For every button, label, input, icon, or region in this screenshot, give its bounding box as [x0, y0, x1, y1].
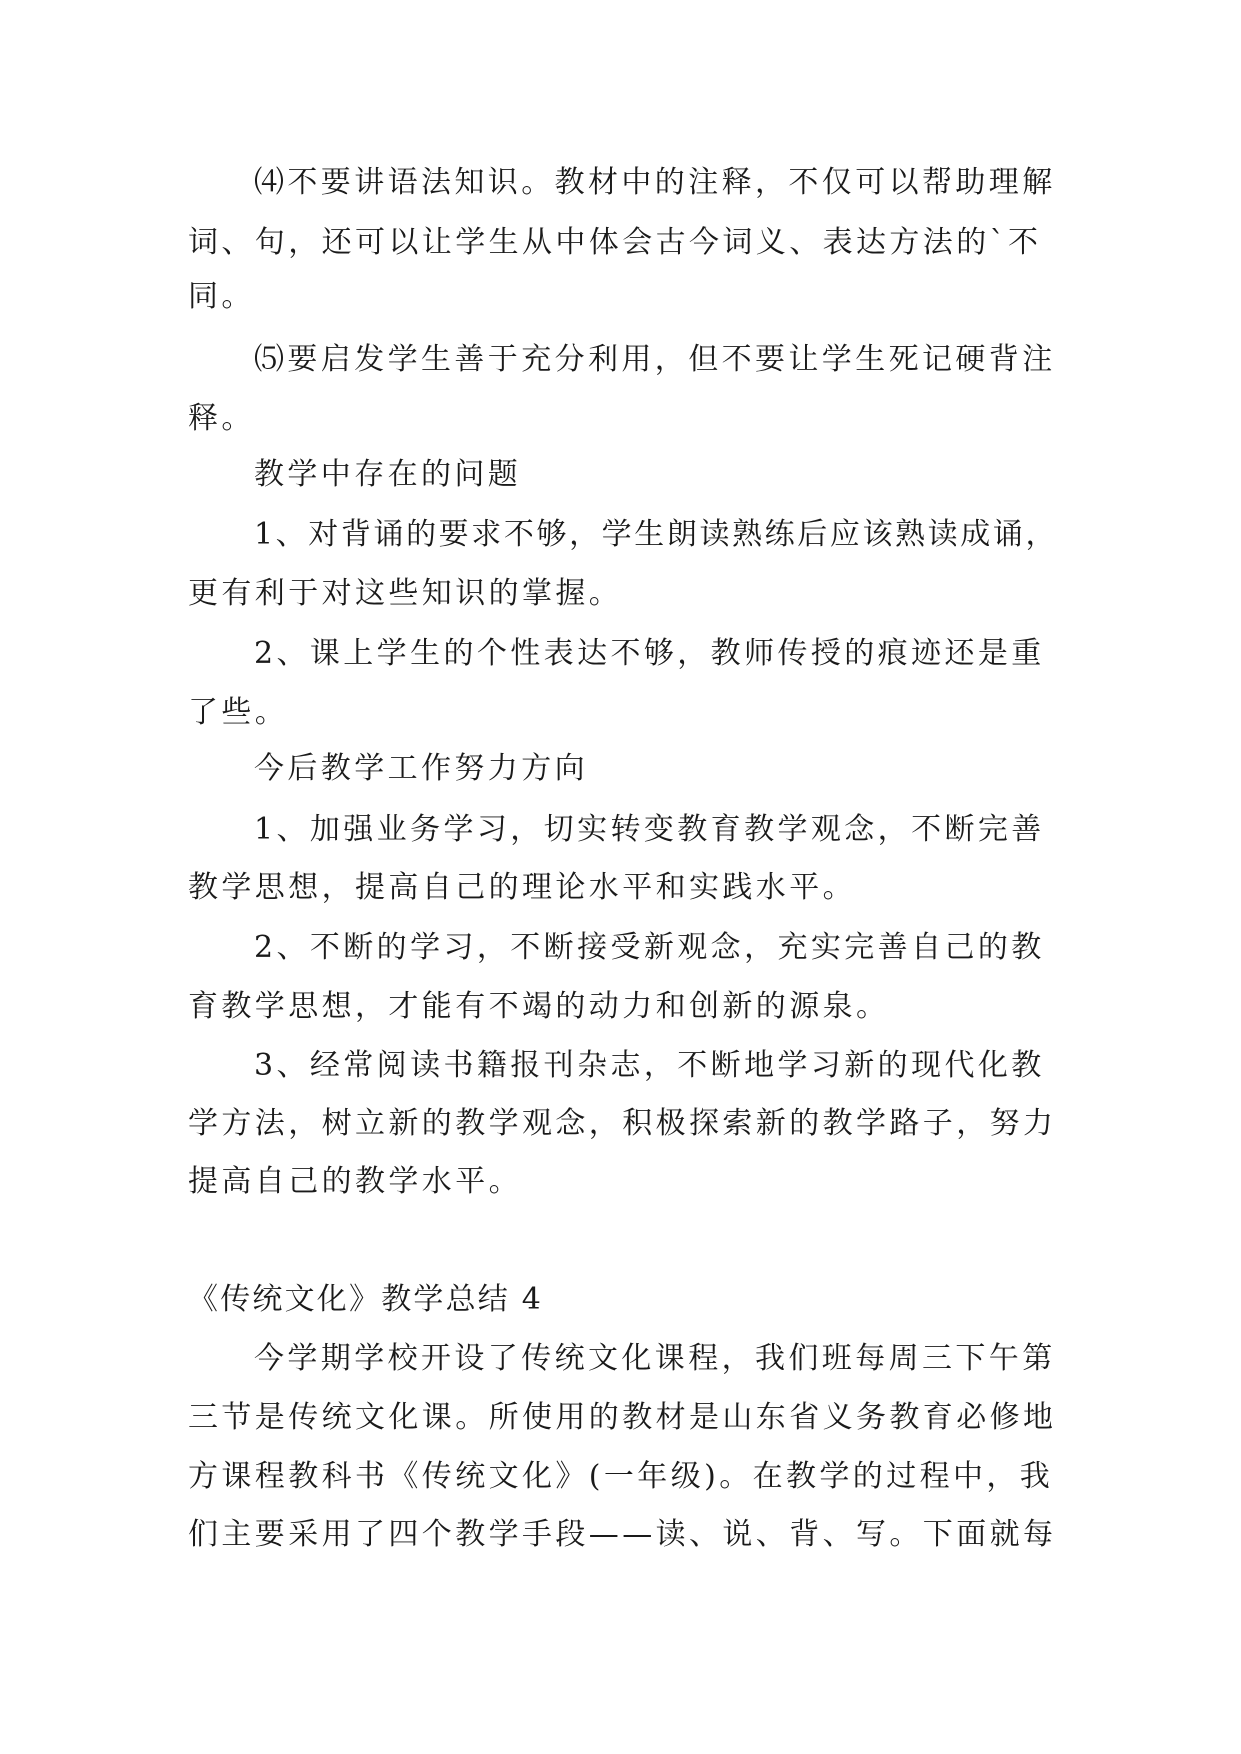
text-line: 今学期学校开设了传统文化课程，我们班每周三下午第: [254, 1341, 1056, 1376]
text-line: ⑸要启发学生善于充分利用，但不要让学生死记硬背注: [254, 342, 1056, 377]
text-line: 3、经常阅读书籍报刊杂志，不断地学习新的现代化教: [254, 1048, 1045, 1083]
text-line: 1、对背诵的要求不够，学生朗读熟练后应该熟读成诵，: [254, 517, 1059, 552]
text-line: 2、课上学生的个性表达不够，教师传授的痕迹还是重: [254, 636, 1045, 671]
section-heading: 今后教学工作努力方向: [254, 751, 588, 786]
text-line: 学方法，树立新的教学观念，积极探索新的教学路子，努力: [188, 1106, 1057, 1141]
text-line: 释。: [188, 401, 255, 436]
text-line: 方课程教科书《传统文化》(一年级)。在教学的过程中，我: [188, 1459, 1054, 1494]
text-line: 词、句，还可以让学生从中体会古今词义、表达方法的`不: [188, 225, 1042, 260]
text-line: 更有利于对这些知识的掌握。: [188, 576, 623, 611]
text-line: 教学思想，提高自己的理论水平和实践水平。: [188, 870, 856, 905]
text-line: 们主要采用了四个教学手段——读、说、背、写。下面就每: [188, 1517, 1057, 1552]
text-line: 三节是传统文化课。所使用的教材是山东省义务教育必修地: [188, 1400, 1057, 1435]
text-line: 同。: [188, 279, 255, 314]
text-line: 育教学思想，才能有不竭的动力和创新的源泉。: [188, 989, 890, 1024]
text-line: 1、加强业务学习，切实转变教育教学观念，不断完善: [254, 812, 1045, 847]
article-title: 《传统文化》教学总结 4: [188, 1282, 544, 1317]
text-line: 了些。: [188, 695, 289, 730]
text-line: ⑷不要讲语法知识。教材中的注释，不仅可以帮助理解: [254, 165, 1056, 200]
section-heading: 教学中存在的问题: [254, 457, 522, 492]
text-line: 2、不断的学习，不断接受新观念，充实完善自己的教: [254, 930, 1045, 965]
text-line: 提高自己的教学水平。: [188, 1164, 522, 1199]
